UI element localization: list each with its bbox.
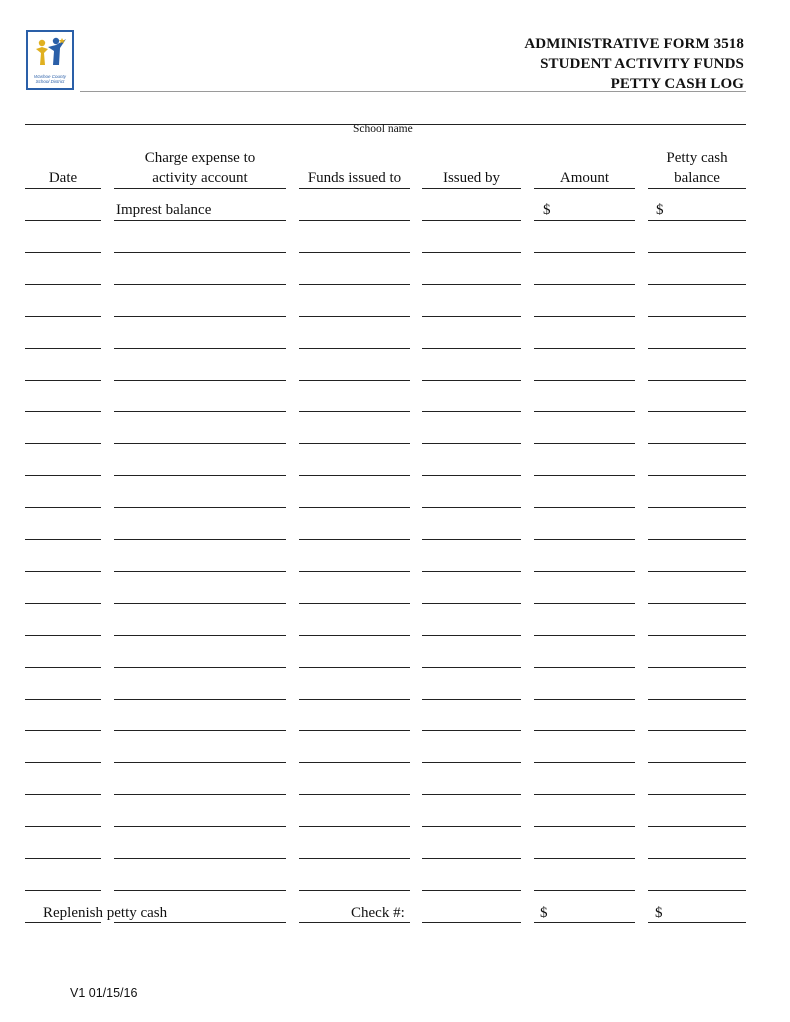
entry-field-amount[interactable] [534, 475, 635, 476]
entry-field-account[interactable] [114, 411, 286, 412]
column-header-amount: Amount [559, 170, 610, 186]
entry-field-balance[interactable] [648, 539, 746, 540]
entry-field-amount[interactable] [534, 507, 635, 508]
header-underline-account [114, 188, 286, 189]
entry-field-balance[interactable] [648, 730, 746, 731]
replenish-balance-field[interactable] [648, 922, 746, 923]
entry-field-funds-issued-to[interactable] [299, 348, 410, 349]
entry-field-date[interactable] [25, 762, 101, 763]
entry-field-balance[interactable] [648, 220, 746, 221]
entry-field-date[interactable] [25, 922, 101, 923]
entry-field-issued-by[interactable] [422, 507, 521, 508]
entry-field-account[interactable] [114, 380, 286, 381]
entry-field-date[interactable] [25, 730, 101, 731]
school-name-label: School name [353, 123, 413, 135]
entry-field-account[interactable] [114, 762, 286, 763]
header-underline-funds-issued-to [299, 188, 410, 189]
entry-field-issued-by[interactable] [422, 475, 521, 476]
entry-field-issued-by[interactable] [422, 348, 521, 349]
entry-field-issued-by[interactable] [422, 443, 521, 444]
replenish-amount-symbol: $ [540, 905, 548, 921]
entry-field-balance[interactable] [648, 284, 746, 285]
form-number: ADMINISTRATIVE FORM 3518 [524, 36, 744, 52]
entry-field-balance[interactable] [648, 443, 746, 444]
column-header-petty-cash-balance: Petty cash balance [666, 150, 728, 186]
column-header-account: Charge expense to activity account [144, 150, 256, 186]
entry-field-account[interactable] [114, 220, 286, 221]
entry-field-date[interactable] [25, 699, 101, 700]
entry-field-funds-issued-to[interactable] [299, 826, 410, 827]
entry-field-funds-issued-to[interactable] [299, 475, 410, 476]
entry-field-funds-issued-to[interactable] [299, 794, 410, 795]
entry-field-account[interactable] [114, 443, 286, 444]
entry-field-amount[interactable] [534, 826, 635, 827]
header-underline-issued-by [422, 188, 521, 189]
entry-field-account[interactable] [114, 603, 286, 604]
entry-field-account[interactable] [114, 539, 286, 540]
entry-field-balance[interactable] [648, 380, 746, 381]
entry-field-issued-by[interactable] [422, 890, 521, 891]
check-number-field[interactable] [422, 922, 521, 923]
entry-field-funds-issued-to[interactable] [299, 571, 410, 572]
entry-field-account[interactable] [114, 794, 286, 795]
form-title: PETTY CASH LOG [610, 76, 744, 92]
entry-field-balance[interactable] [648, 252, 746, 253]
entry-field-account[interactable] [114, 667, 286, 668]
entry-field-date[interactable] [25, 443, 101, 444]
entry-field-account[interactable] [114, 890, 286, 891]
entry-field-funds-issued-to[interactable] [299, 220, 410, 221]
entry-field-funds-issued-to[interactable] [299, 858, 410, 859]
entry-field-funds-issued-to[interactable] [299, 316, 410, 317]
entry-field-issued-by[interactable] [422, 603, 521, 604]
entry-field-balance[interactable] [648, 667, 746, 668]
column-header-funds-issued-to: Funds issued to [307, 170, 402, 186]
entry-field-account[interactable] [114, 507, 286, 508]
entry-field-issued-by[interactable] [422, 316, 521, 317]
entry-field-funds-issued-to[interactable] [299, 699, 410, 700]
entry-field-account[interactable] [114, 284, 286, 285]
entry-field-date[interactable] [25, 858, 101, 859]
entry-field-issued-by[interactable] [422, 380, 521, 381]
entry-field-amount[interactable] [534, 603, 635, 604]
entry-field-date[interactable] [25, 475, 101, 476]
entry-field-amount[interactable] [534, 252, 635, 253]
entry-field-issued-by[interactable] [422, 539, 521, 540]
district-logo [26, 30, 74, 90]
entry-field-issued-by[interactable] [422, 411, 521, 412]
imprest-amount-symbol: $ [543, 202, 551, 218]
entry-field-funds-issued-to[interactable] [299, 507, 410, 508]
entry-field-balance[interactable] [648, 411, 746, 412]
entry-field-balance[interactable] [648, 571, 746, 572]
entry-field-issued-by[interactable] [422, 571, 521, 572]
entry-field-account[interactable] [114, 699, 286, 700]
entry-field-amount[interactable] [534, 220, 635, 221]
entry-field-balance[interactable] [648, 858, 746, 859]
entry-field-amount[interactable] [534, 794, 635, 795]
replenish-amount-field[interactable] [534, 922, 635, 923]
entry-field-issued-by[interactable] [422, 252, 521, 253]
entry-field-funds-issued-to[interactable] [299, 411, 410, 412]
entry-field-amount[interactable] [534, 762, 635, 763]
entry-field-funds-issued-to[interactable] [299, 890, 410, 891]
entry-field-account[interactable] [114, 475, 286, 476]
entry-field-date[interactable] [25, 507, 101, 508]
entry-field-funds-issued-to[interactable] [299, 730, 410, 731]
entry-field-balance[interactable] [648, 826, 746, 827]
replenish-label: Replenish petty cash [43, 905, 168, 921]
entry-field-account[interactable] [114, 252, 286, 253]
column-header-issued-by: Issued by [442, 170, 501, 186]
header-underline-date [25, 188, 101, 189]
entry-field-date[interactable] [25, 667, 101, 668]
entry-field-balance[interactable] [648, 635, 746, 636]
entry-field-balance[interactable] [648, 890, 746, 891]
figures-icon [32, 35, 70, 73]
entry-field-balance[interactable] [648, 603, 746, 604]
entry-field-date[interactable] [25, 571, 101, 572]
entry-field-amount[interactable] [534, 539, 635, 540]
entry-field-date[interactable] [25, 348, 101, 349]
entry-field-account[interactable] [114, 858, 286, 859]
header-underline-balance [648, 188, 746, 189]
entry-field-issued-by[interactable] [422, 826, 521, 827]
entry-field-account[interactable] [114, 922, 286, 923]
replenish-balance-symbol: $ [655, 905, 663, 921]
entry-field-funds-issued-to[interactable] [299, 762, 410, 763]
column-header-date: Date [48, 170, 78, 186]
entry-field-issued-by[interactable] [422, 284, 521, 285]
entry-field-date[interactable] [25, 316, 101, 317]
entry-field-date[interactable] [25, 220, 101, 221]
entry-field-amount[interactable] [534, 699, 635, 700]
entry-field-funds-issued-to[interactable] [299, 252, 410, 253]
entry-field-amount[interactable] [534, 443, 635, 444]
form-subtitle: STUDENT ACTIVITY FUNDS [540, 56, 744, 72]
entry-field-amount[interactable] [534, 316, 635, 317]
entry-field-amount[interactable] [534, 571, 635, 572]
entry-field-balance[interactable] [648, 316, 746, 317]
entry-field-balance[interactable] [648, 699, 746, 700]
entry-field-account[interactable] [114, 571, 286, 572]
entry-field-amount[interactable] [534, 667, 635, 668]
entry-field-issued-by[interactable] [422, 762, 521, 763]
entry-field-date[interactable] [25, 890, 101, 891]
check-number-label: Check #: [351, 905, 405, 921]
entry-field-amount[interactable] [534, 858, 635, 859]
entry-field-date[interactable] [25, 411, 101, 412]
entry-field-account[interactable] [114, 826, 286, 827]
entry-field-balance[interactable] [648, 507, 746, 508]
entry-field-funds-issued-to[interactable] [299, 922, 410, 923]
entry-field-amount[interactable] [534, 411, 635, 412]
entry-field-funds-issued-to[interactable] [299, 635, 410, 636]
entry-field-date[interactable] [25, 635, 101, 636]
entry-field-balance[interactable] [648, 762, 746, 763]
entry-field-amount[interactable] [534, 284, 635, 285]
imprest-balance-symbol: $ [656, 202, 664, 218]
entry-field-balance[interactable] [648, 475, 746, 476]
header-underline-amount [534, 188, 635, 189]
logo-text: Washoe County School District [34, 74, 66, 84]
entry-field-date[interactable] [25, 603, 101, 604]
entry-field-amount[interactable] [534, 635, 635, 636]
entry-field-account[interactable] [114, 348, 286, 349]
entry-field-account[interactable] [114, 635, 286, 636]
entry-field-amount[interactable] [534, 730, 635, 731]
version-label: V1 01/15/16 [70, 986, 138, 1000]
entry-field-date[interactable] [25, 539, 101, 540]
entry-field-funds-issued-to[interactable] [299, 667, 410, 668]
entry-field-balance[interactable] [648, 794, 746, 795]
entry-field-issued-by[interactable] [422, 730, 521, 731]
entry-field-issued-by[interactable] [422, 635, 521, 636]
entry-field-funds-issued-to[interactable] [299, 603, 410, 604]
entry-field-issued-by[interactable] [422, 794, 521, 795]
entry-field-funds-issued-to[interactable] [299, 380, 410, 381]
entry-field-issued-by[interactable] [422, 667, 521, 668]
entry-field-amount[interactable] [534, 890, 635, 891]
entry-field-amount[interactable] [534, 348, 635, 349]
entry-field-date[interactable] [25, 794, 101, 795]
entry-field-date[interactable] [25, 252, 101, 253]
entry-field-funds-issued-to[interactable] [299, 443, 410, 444]
entry-field-balance[interactable] [648, 348, 746, 349]
entry-field-funds-issued-to[interactable] [299, 539, 410, 540]
entry-field-date[interactable] [25, 826, 101, 827]
entry-field-date[interactable] [25, 284, 101, 285]
entry-field-issued-by[interactable] [422, 858, 521, 859]
entry-field-account[interactable] [114, 316, 286, 317]
entry-field-amount[interactable] [534, 380, 635, 381]
entry-field-issued-by[interactable] [422, 699, 521, 700]
entry-field-issued-by[interactable] [422, 220, 521, 221]
imprest-balance-label: Imprest balance [116, 202, 212, 218]
entry-field-account[interactable] [114, 730, 286, 731]
entry-field-date[interactable] [25, 380, 101, 381]
entry-field-funds-issued-to[interactable] [299, 284, 410, 285]
